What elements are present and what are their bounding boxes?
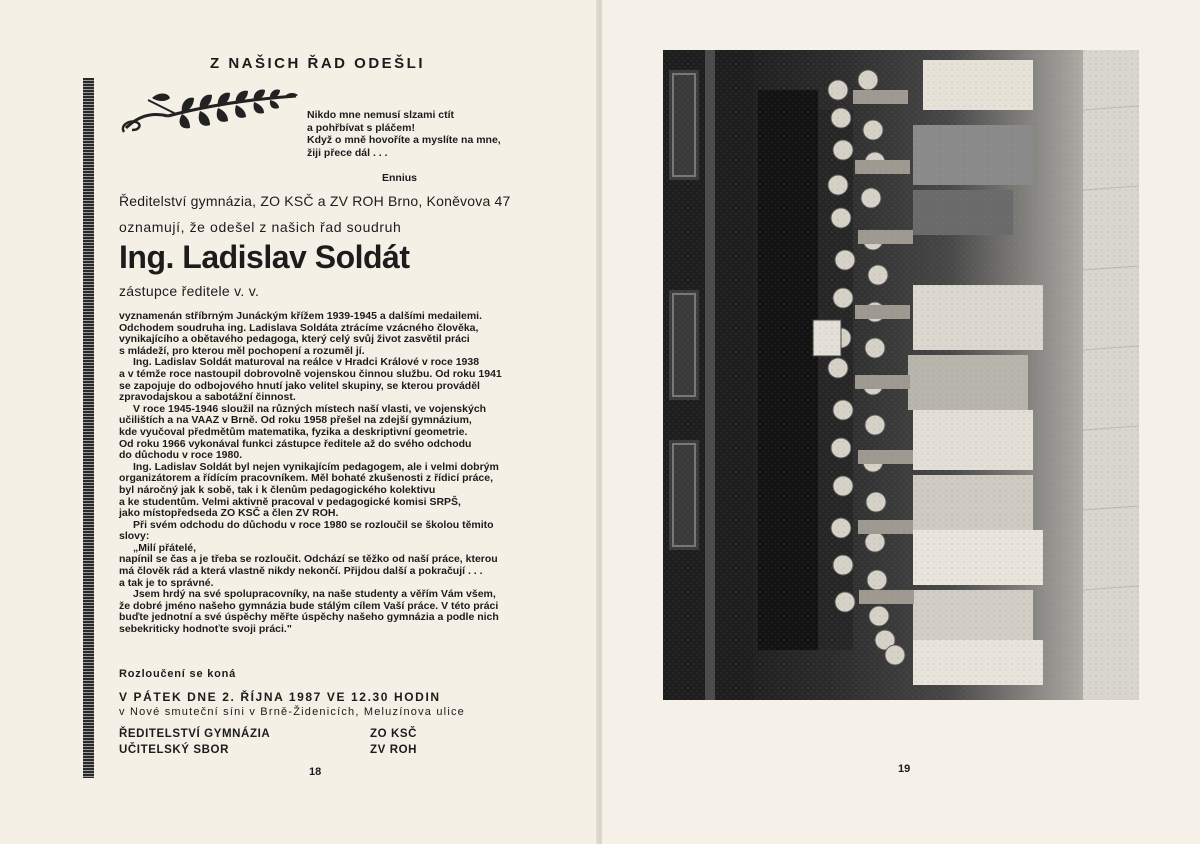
body-line: má člověk rád a která vlastně nikdy nekončí. Přijdou další a pokračují . . . <box>119 565 483 578</box>
deceased-name: Ing. Ladislav Soldát <box>119 239 410 275</box>
announcement-line: oznamují, že odešel z našich řad soudruh <box>119 219 402 235</box>
body-line: a ke studentům. Velmi aktivně pracoval v pedagogické komisi SRPŠ, <box>119 495 461 508</box>
body-line: Ing. Ladislav Soldát byl nejen vynikajícím pedagogem, ale i velmi dobrým <box>133 460 499 473</box>
body-line: Ing. Ladislav Soldát maturoval na reálce v Hradci Králové v roce 1938 <box>133 356 480 369</box>
body-line: buďte jednotní a své úspěchy měřte úspěchy našeho gymnázia a podle nich <box>119 611 499 624</box>
funeral-venue: v Nové smuteční síni v Brně-Židenicích, Meluzínova ulice <box>119 706 465 718</box>
funeral-date: V PÁTEK DNE 2. ŘÍJNA 1987 VE 12.30 HODIN <box>119 690 441 704</box>
body-line: vyznamenán stříbrným Junáckým křížem 1939-1945 a dalšími medailemi. <box>119 310 483 322</box>
signature-teaching-staff: UČITELSKÝ SBOR <box>119 744 229 756</box>
body-line: jako místopředseda ZO KSČ a člen ZV ROH. <box>119 507 339 520</box>
page-number-right: 19 <box>898 763 911 775</box>
body-line: do důchodu v roce 1980. <box>119 449 243 462</box>
decorative-side-bar <box>83 78 94 778</box>
motto-line: a pohřbívat s pláčem! <box>307 121 415 134</box>
motto-line: Když o mně hovoříte a myslíte na mne, <box>307 134 501 146</box>
body-line: napínil se čas a je třeba se rozloučit. Odchází se těžko od naší práce, kterou <box>119 553 498 566</box>
left-page <box>0 0 598 844</box>
signature-party-organization: ZO KSČ <box>370 728 418 740</box>
announcing-organizations: Ředitelství gymnázia, ZO KSČ a ZV ROH Brno, Koněvova 47 <box>119 193 511 209</box>
body-line: kde vyučoval předmětům matematika, fyzika a deskriptivní geometrie. <box>119 425 468 438</box>
body-line: že dobré jméno našeho gymnázia bude stálým cílem Vaší práce. V této práci <box>119 599 499 612</box>
body-line: a tak je to správné. <box>119 576 214 589</box>
body-line: slovy: <box>119 530 150 543</box>
body-line: Při svém odchodu do důchodu v roce 1980 se rozloučil se školou těmito <box>133 518 494 531</box>
body-line: byl náročný jak k sobě, tak i k členům pedagogického kolektivu <box>119 483 436 496</box>
body-line: se zapojuje do odbojového hnutí jako velitel skupiny, se kterou prováděl <box>119 379 480 392</box>
motto-line: žiji přece dál . . . <box>307 146 388 159</box>
page-number-left: 18 <box>309 766 322 778</box>
deceased-role: zástupce ředitele v. v. <box>119 283 260 299</box>
body-line: a v témže roce nastoupil dobrovolně vojenskou činnou službu. Od roku 1941 <box>119 367 502 380</box>
farewell-label: Rozloučení se koná <box>119 668 237 680</box>
obituary-text <box>119 311 569 636</box>
group-photo-icon <box>663 50 1139 700</box>
body-line: s mládeží, pro kterou měl pochopení a rozuměl jí. <box>119 344 365 357</box>
motto-quote <box>307 109 501 159</box>
body-line: „Milí přátelé, <box>133 541 197 554</box>
body-line: Od roku 1966 vykonával funkci zástupce ředitele až do svého odchodu <box>119 437 472 450</box>
body-line: Jsem hrdý na své spolupracovníky, na naše studenty a věřím Vám všem, <box>133 588 496 601</box>
motto-author: Ennius <box>382 172 418 184</box>
laurel-branch-icon <box>118 86 303 148</box>
section-heading: Z NAŠICH ŘAD ODEŠLI <box>210 55 426 72</box>
motto-line: Nikdo mne nemusí slzami ctít <box>307 109 455 121</box>
signature-school-directorate: ŘEDITELSTVÍ GYMNÁZIA <box>119 728 271 740</box>
body-line: vynikajícího a obětavého pedagoga, který celý svůj život zasvětil práci <box>119 333 470 346</box>
body-line: sebekriticky hodnoťte svoji práci." <box>119 623 292 636</box>
body-line: Odchodem soudruha ing. Ladislava Soldáta ztrácíme vzácného člověka, <box>119 321 479 334</box>
body-line: organizátorem a řídícím pracovníkem. Měl bohaté zkušenosti z řídicí práce, <box>119 472 494 485</box>
body-line: V roce 1945-1946 sloužil na různých místech naší vlasti, ve vojenských <box>133 402 487 415</box>
signature-union-committee: ZV ROH <box>370 744 418 756</box>
body-line: učilištích a na VAAZ v Brně. Od roku 1958 přešel na zdejší gymnázium, <box>119 414 472 427</box>
body-line: zpravodajskou a sabotážní činnost. <box>119 391 296 404</box>
